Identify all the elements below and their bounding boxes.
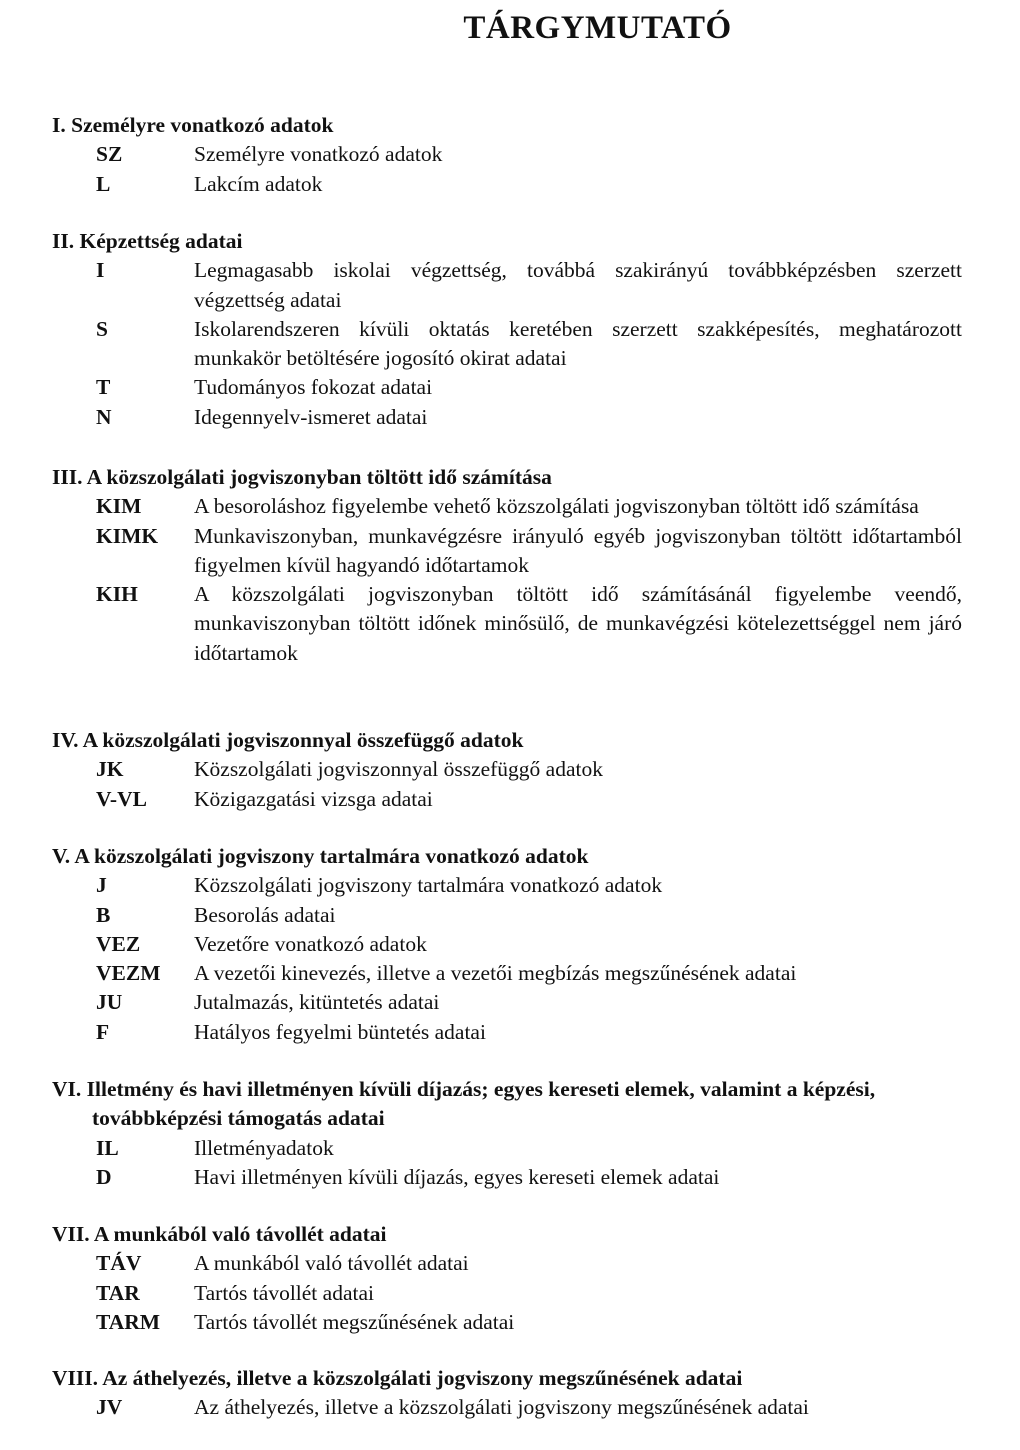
section-salary [52, 1075, 992, 1192]
entry-code: L [96, 171, 111, 196]
entry-code: J [96, 873, 107, 898]
entry-code: F [96, 1019, 110, 1044]
entry-description: Közszolgálati jogviszony tartalmára vonatkozó adatok [194, 873, 663, 898]
index-entry [52, 1308, 992, 1337]
entry-description: Közigazgatási vizsga adatai [194, 786, 433, 811]
index-entry [52, 1018, 992, 1047]
entry-code: S [96, 316, 108, 341]
entry-description: A közszolgálati jogviszonyban töltött idő számításánál figyelembe veendő, munkaviszonyban töltött időnek minősülő, de munkavégzési kötelezettséggel nem járó időtartamok [194, 582, 962, 665]
index-entry [52, 1163, 992, 1192]
entry-description: Havi illetményen kívüli díjazás, egyes kereseti elemek adatai [194, 1164, 720, 1189]
index-entry [52, 1279, 992, 1308]
entry-description: A vezetői kinevezés, illetve a vezetői megbízás megszűnésének adatai [194, 961, 797, 986]
entry-description: Legmagasabb iskolai végzettség, továbbá szakirányú továbbképzésben szerzett végzettség adatai [194, 258, 962, 312]
entry-description: Idegennyelv-ismeret adatai [194, 404, 428, 429]
section-heading: III. A közszolgálati jogviszonyban töltött idő számítása [52, 465, 552, 489]
index-entry [52, 403, 992, 432]
entry-description: Vezetőre vonatkozó adatok [194, 931, 427, 956]
entry-description: Lakcím adatok [194, 171, 323, 196]
section-heading: I. Személyre vonatkozó adatok [52, 113, 334, 137]
entry-code: KIH [96, 582, 138, 607]
index-entry [52, 315, 992, 374]
section-heading: II. Képzettség adatai [52, 229, 243, 253]
entry-code: KIMK [96, 523, 159, 548]
index-entry [52, 256, 992, 315]
section-transfer-termination [52, 1364, 992, 1423]
entry-code: VEZM [96, 961, 161, 986]
entry-description: Illetményadatok [194, 1135, 334, 1160]
entry-description: Személyre vonatkozó adatok [194, 142, 443, 167]
entry-description: Közszolgálati jogviszonnyal összefüggő adatok [194, 757, 603, 782]
index-entry [52, 930, 992, 959]
entry-code: D [96, 1164, 112, 1189]
entry-code: KIM [96, 494, 142, 519]
entry-code: TÁV [96, 1251, 142, 1276]
section-service-content [52, 842, 992, 1047]
section-heading: VII. A munkából való távollét adatai [52, 1222, 387, 1246]
index-entry [52, 901, 992, 930]
entry-code: VEZ [96, 931, 141, 956]
index-entry [52, 871, 992, 900]
entry-code: B [96, 902, 111, 927]
entry-description: A besoroláshoz figyelembe vehető közszolgálati jogviszonyban töltött idő számítása [194, 494, 919, 519]
entry-description: Tartós távollét megszűnésének adatai [194, 1309, 515, 1334]
entry-code: I [96, 258, 105, 283]
entry-code: N [96, 404, 112, 429]
entry-description: Tudományos fokozat adatai [194, 375, 433, 400]
section-heading: VI. Illetmény és havi illetményen kívüli díjazás; egyes kereseti elemek, valamint a képzési, továbbképzési támogatás adatai [52, 1077, 876, 1131]
index-entry [52, 140, 992, 169]
page-title: TÁRGYMUTATÓ [463, 10, 732, 46]
entry-description: Hatályos fegyelmi büntetés adatai [194, 1019, 486, 1044]
entry-code: TARM [96, 1309, 161, 1334]
index-entry [52, 492, 992, 521]
index-entry [52, 988, 992, 1017]
index-entry [52, 785, 992, 814]
entry-code: T [96, 375, 111, 400]
entry-description: A munkából való távollét adatai [194, 1251, 469, 1276]
index-entry [52, 170, 992, 199]
index-entry [52, 959, 992, 988]
entry-description: Munkaviszonyban, munkavégzésre irányuló egyéb jogviszonyban töltött időtartamból figyelmen kívül hagyandó időtartamok [194, 523, 962, 577]
entry-code: JK [96, 757, 124, 782]
section-heading: IV. A közszolgálati jogviszonnyal összefüggő adatok [52, 728, 524, 752]
entry-code: SZ [96, 142, 123, 167]
entry-description: Tartós távollét adatai [194, 1280, 374, 1305]
entry-code: IL [96, 1135, 119, 1160]
entry-description: Jutalmazás, kitüntetés adatai [194, 990, 440, 1015]
index-entry [52, 1134, 992, 1163]
section-qualification [52, 227, 992, 432]
section-personal-data [52, 111, 992, 199]
entry-description: Besorolás adatai [194, 902, 336, 927]
section-heading: VIII. Az áthelyezés, illetve a közszolgálati jogviszony megszűnésének adatai [52, 1366, 743, 1390]
entry-code: V-VL [96, 786, 147, 811]
section-heading: V. A közszolgálati jogviszony tartalmára vonatkozó adatok [52, 844, 589, 868]
entry-description: Iskolarendszeren kívüli oktatás keretében szerzett szakképesítés, meghatározott munkakör betöltésére jogosító okirat adatai [194, 316, 962, 371]
index-entry [52, 755, 992, 784]
section-service-time [52, 463, 992, 668]
index-entry [52, 1393, 992, 1422]
section-service-relation [52, 726, 992, 814]
entry-code: TAR [96, 1280, 140, 1305]
index-entry [52, 580, 992, 668]
index-entry [52, 1249, 992, 1278]
section-absence [52, 1220, 992, 1337]
index-entry [52, 373, 992, 402]
index-entry [52, 522, 992, 581]
entry-code: JU [96, 990, 123, 1015]
entry-description: Az áthelyezés, illetve a közszolgálati jogviszony megszűnésének adatai [194, 1395, 809, 1420]
entry-code: JV [96, 1395, 123, 1420]
